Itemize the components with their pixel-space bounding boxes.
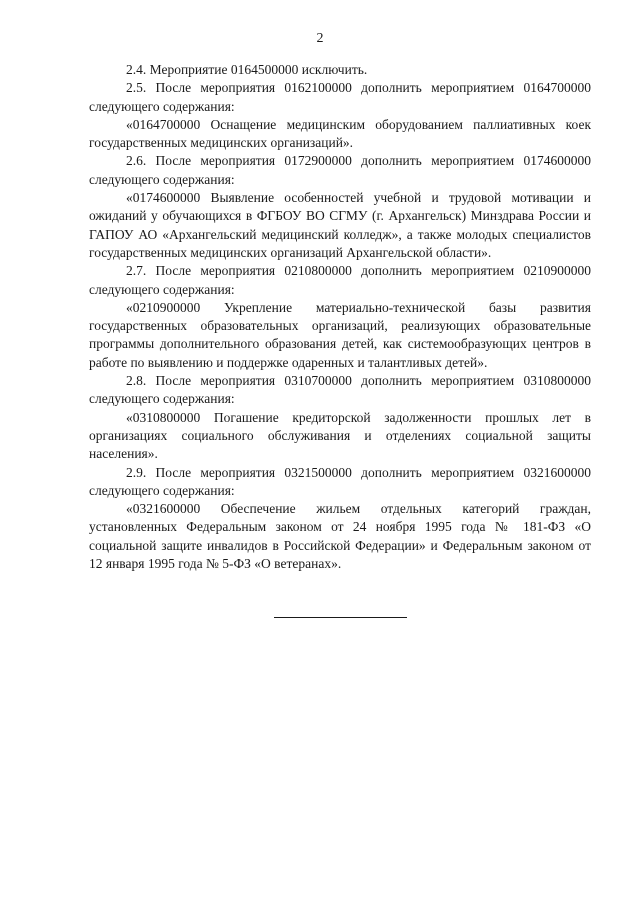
item-2-9: 2.9. После мероприятия 0321500000 дополнить мероприятием 0321600000 следующего содержания: (89, 464, 591, 498)
document-body (89, 61, 591, 573)
item-2-5: 2.5. После мероприятия 0162100000 дополнить мероприятием 0164700000 следующего содержания: (89, 80, 591, 114)
page-number: 2 (316, 31, 324, 46)
item-2-8-text: «0310800000 Погашение кредиторской задолженности прошлых лет в организациях социального обслуживания и отделениях социальной защиты населения». (89, 409, 591, 462)
item-2-6: 2.6. После мероприятия 0172900000 дополнить мероприятием 0174600000 следующего содержания: (89, 153, 591, 187)
item-2-4: 2.4. Мероприятие 0164500000 исключить. (126, 62, 368, 77)
item-2-8: 2.8. После мероприятия 0310700000 дополнить мероприятием 0310800000 следующего содержания: (89, 373, 591, 407)
item-2-6-text: «0174600000 Выявление особенностей учебной и трудовой мотивации и ожиданий у обучающихся в ФГБОУ ВО СГМУ (г. Архангельск) Минздрава России и ГАПОУ АО «Архангельский медицинский колледж», а также молодых специалистов государственных медицинских организаций Архангельской области». (89, 190, 591, 260)
item-2-7-text: «0210900000 Укрепление материально-технической базы развития государственных образовательных организаций, реализующих образовательные программы дополнительного образования детей, как системообразующих центров в работе по выявлению и поддержке одаренных и талантливых детей». (89, 299, 591, 370)
item-2-5-text: «0164700000 Оснащение медицинским оборудованием паллиативных коек государственных медицинских организаций». (89, 116, 591, 151)
end-separator-line (274, 617, 407, 618)
item-2-7: 2.7. После мероприятия 0210800000 дополнить мероприятием 0210900000 следующего содержания: (89, 263, 591, 297)
item-2-9-text: «0321600000 Обеспечение жильем отдельных категорий граждан, установленных Федеральным законом от 24 ноября 1995 года № 181-ФЗ «О социальной защите инвалидов в Российской Федерации» и Федеральным законом от 12 января 1995 года № 5-ФЗ «О ветеранах». (89, 501, 591, 572)
